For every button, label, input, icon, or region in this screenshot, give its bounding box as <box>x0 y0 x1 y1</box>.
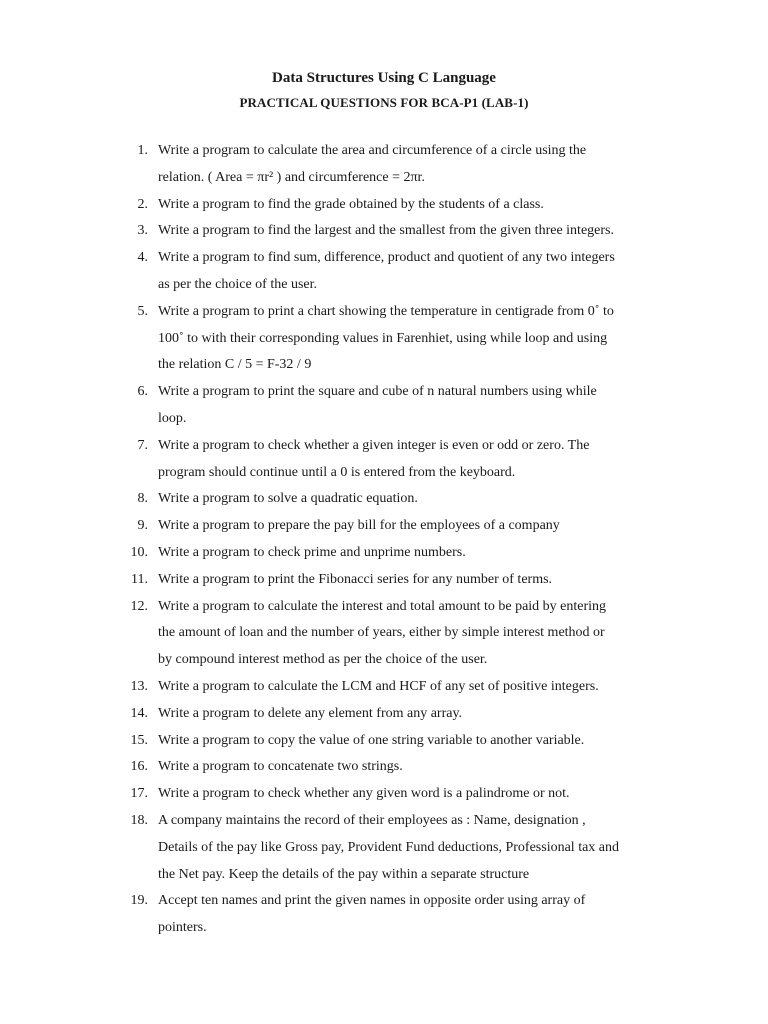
question-text-line: the Net pay. Keep the details of the pay within a separate structure <box>158 866 530 882</box>
question-text-line: loop. <box>158 411 187 426</box>
question-text-line: Write a program to check whether any given word is a palindrome or not. <box>158 786 570 802</box>
question-text-line: Write a program to find sum, difference, product and quotient of any two integers <box>158 250 615 266</box>
question-number: 15. <box>130 732 148 748</box>
question-number: 2. <box>137 196 148 212</box>
question-text-line: Write a program to solve a quadratic equation. <box>158 491 418 507</box>
question-text-line: Details of the pay like Gross pay, Provident Fund deductions, Professional tax and <box>158 839 620 855</box>
question-text-line: Write a program to copy the value of one string variable to another variable. <box>158 732 585 748</box>
question-text-line: Write a program to print a chart showing the temperature in centigrade from 0˚ to <box>158 303 614 319</box>
question-text-line: Write a program to concatenate two strings. <box>158 759 403 775</box>
question-number: 6. <box>137 384 148 400</box>
question-number: 5. <box>137 303 148 319</box>
question-text-line: by compound interest method as per the choice of the user. <box>158 652 488 668</box>
question-number: 18. <box>130 813 148 828</box>
question-text-line: relation. ( Area = πr² ) and circumference = 2πr. <box>158 169 425 185</box>
question-text-line: Write a program to delete any element from any array. <box>158 705 463 721</box>
question-text-line: Write a program to print the Fibonacci series for any number of terms. <box>158 571 553 587</box>
question-text-line: Accept ten names and print the given names in opposite order using array of <box>158 893 586 909</box>
question-text-line: the amount of loan and the number of years, either by simple interest method or <box>158 625 605 641</box>
question-text-line: Write a program to check whether a given integer is even or odd or zero. The <box>158 437 590 453</box>
question-text-line: A company maintains the record of their employees as : Name, designation , <box>158 813 586 828</box>
question-number: 19. <box>130 893 148 909</box>
question-text-line: Write a program to calculate the interest and total amount to be paid by entering <box>158 598 607 614</box>
question-text-line: as per the choice of the user. <box>158 277 317 292</box>
question-number: 11. <box>131 571 148 587</box>
question-text-line: Write a program to find the largest and the smallest from the given three integers. <box>158 223 614 239</box>
question-number: 1. <box>137 143 148 158</box>
question-text-line: Write a program to check prime and unprime numbers. <box>158 545 466 560</box>
question-text-line: program should continue until a 0 is entered from the keyboard. <box>158 464 516 480</box>
question-text-line: the relation C / 5 = F-32 / 9 <box>158 357 312 373</box>
question-text-line: Write a program to print the square and cube of n natural numbers using while <box>158 384 597 400</box>
question-number: 13. <box>130 679 148 694</box>
question-number: 10. <box>130 545 148 560</box>
question-text-line: Write a program to calculate the area and circumference of a circle using the <box>158 143 587 158</box>
question-number: 7. <box>137 437 148 453</box>
question-number: 16. <box>130 759 148 775</box>
question-text-line: Write a program to prepare the pay bill for the employees of a company <box>158 518 560 534</box>
question-text-line: pointers. <box>158 920 207 936</box>
question-number: 8. <box>137 491 148 507</box>
question-number: 12. <box>130 598 148 614</box>
question-number: 3. <box>137 223 148 239</box>
question-number: 9. <box>137 518 148 534</box>
question-number: 14. <box>130 705 148 721</box>
document-subtitle: PRACTICAL QUESTIONS FOR BCA-P1 (LAB-1) <box>239 95 529 110</box>
question-number: 4. <box>137 250 148 266</box>
question-text-line: Write a program to calculate the LCM and HCF of any set of positive integers. <box>158 679 599 694</box>
question-text-line: Write a program to find the grade obtained by the students of a class. <box>158 196 544 212</box>
question-number: 17. <box>130 786 148 802</box>
question-text-line: 100˚ to with their corresponding values in Farenhiet, using while loop and using <box>158 330 608 346</box>
document-title: Data Structures Using C Language <box>272 70 496 86</box>
